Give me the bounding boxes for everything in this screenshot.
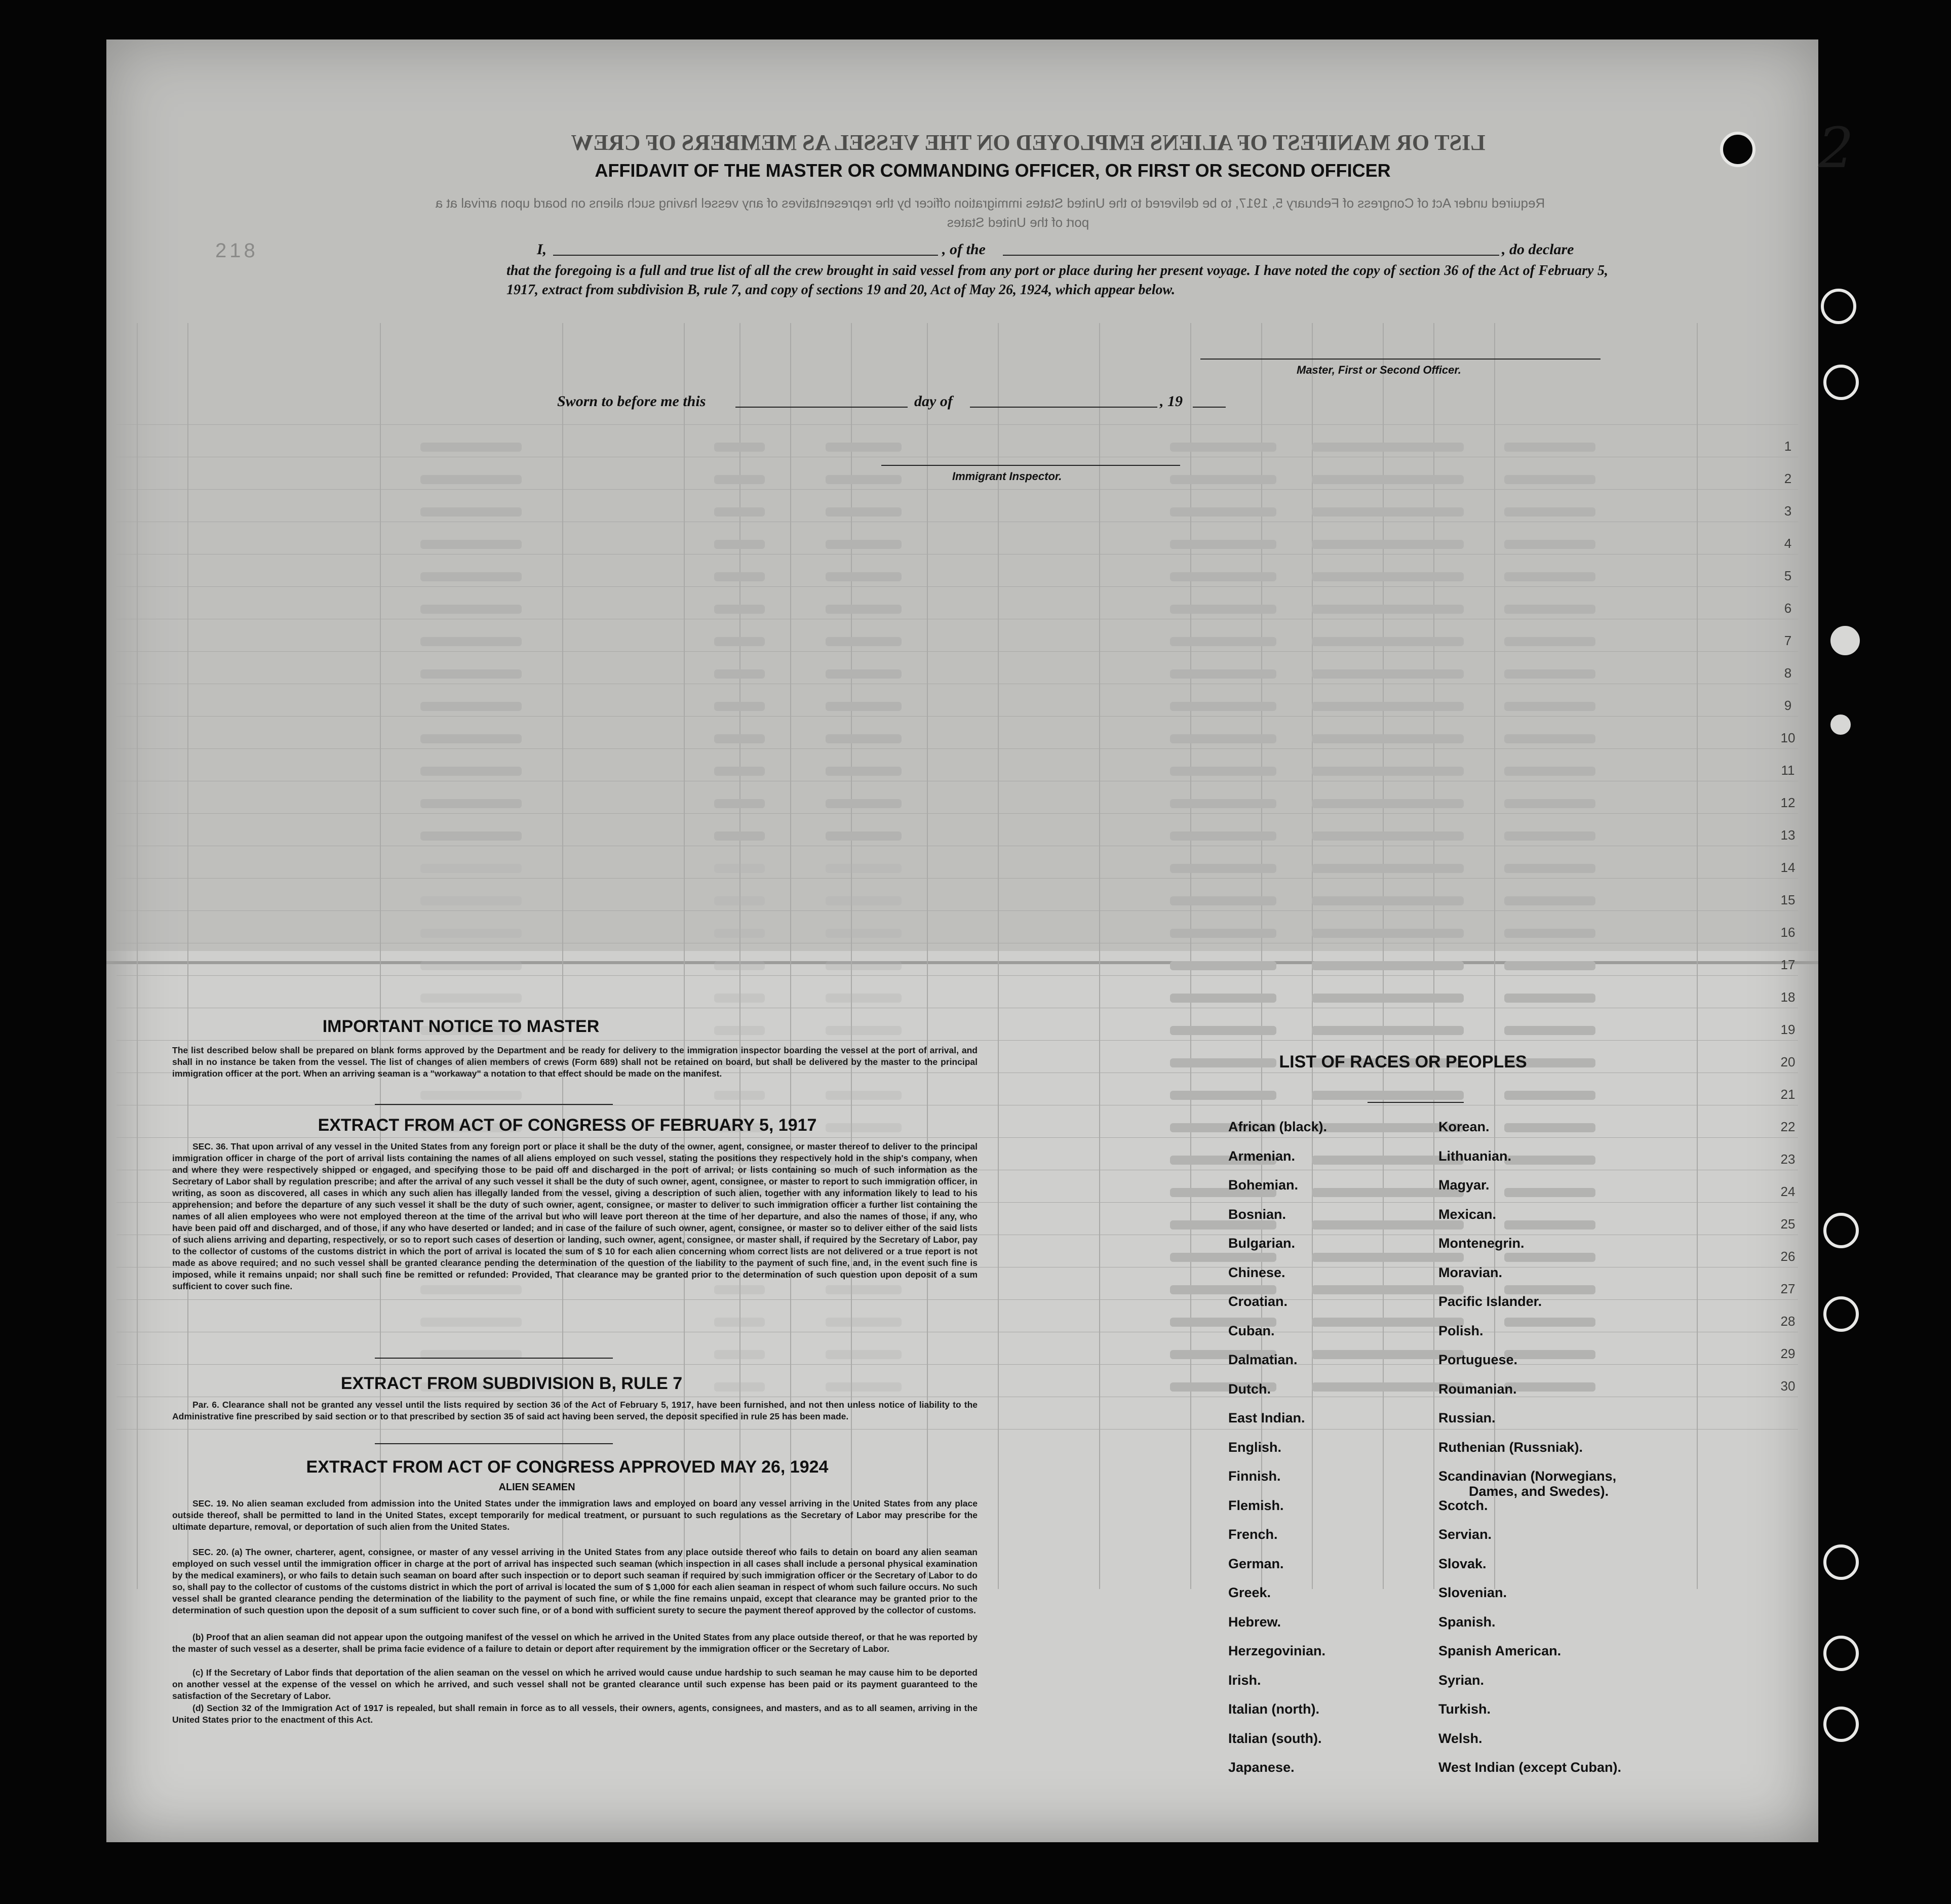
races-title: LIST OF RACES OR PEOPLES bbox=[1279, 1052, 1527, 1072]
ghost-cell bbox=[420, 443, 522, 452]
ghost-cell bbox=[1312, 1285, 1464, 1294]
ghost-cell bbox=[1170, 443, 1276, 452]
ghost-cell bbox=[714, 605, 765, 614]
ghost-cell bbox=[714, 734, 765, 743]
ghost-cell bbox=[1312, 799, 1464, 808]
ghost-cell bbox=[420, 702, 522, 711]
notice-body: The list described below shall be prepared on blank forms approved by the Department and be ready for delivery to the immigration inspector boarding the vessel at the port of arrival, and shall in no instance be taken from the vessel. The list of changes of alien members of crews (Form 689) shall not be retained on board, but shall be delivered by the master to the principal immigration officer at the port. When an arriving seaman is a "workaway" a notation to that effect should be made on the manifest. bbox=[172, 1045, 978, 1079]
race-entry: Syrian. bbox=[1438, 1672, 1485, 1688]
race-entry: Pacific Islander. bbox=[1438, 1294, 1542, 1309]
ghost-grid-column bbox=[1697, 323, 1698, 1589]
ghost-cell bbox=[420, 929, 522, 938]
ghost-grid-column bbox=[998, 323, 999, 1589]
ghost-cell bbox=[1170, 669, 1276, 679]
punch-hole-10 bbox=[1827, 711, 1854, 738]
ghost-cell bbox=[714, 637, 765, 646]
ghost-row-number: 15 bbox=[1780, 892, 1796, 907]
race-entry: Flemish. bbox=[1228, 1497, 1284, 1513]
ghost-cell bbox=[1504, 669, 1595, 679]
ghost-row-number: 20 bbox=[1780, 1054, 1796, 1069]
punch-hole-2 bbox=[1821, 289, 1856, 324]
ghost-cell bbox=[1312, 864, 1464, 873]
ghost-cell bbox=[420, 1318, 522, 1327]
race-entry: Armenian. bbox=[1228, 1148, 1296, 1164]
race-entry: Bohemian. bbox=[1228, 1177, 1299, 1193]
ghost-cell bbox=[1170, 1285, 1276, 1294]
ghost-cell bbox=[1170, 702, 1276, 711]
race-entry: English. bbox=[1228, 1439, 1282, 1455]
ghost-cell bbox=[420, 734, 522, 743]
ghost-cell bbox=[826, 507, 902, 517]
ghost-cell bbox=[1504, 1253, 1595, 1262]
race-entry: Japanese. bbox=[1228, 1760, 1295, 1775]
ghost-cell bbox=[826, 1382, 902, 1392]
ghost-cell bbox=[1170, 994, 1276, 1003]
notice-divider bbox=[375, 1104, 613, 1105]
ghost-cell bbox=[1170, 896, 1276, 905]
requirement-line-1: Required under Act of Congress of February 5, 1917, to be delivered to the United States immigration officer by the representatives of any vessel having such aliens on board upon arrival at a bbox=[435, 195, 1545, 211]
ghost-cell bbox=[826, 637, 902, 646]
ghost-cell bbox=[1312, 1026, 1464, 1035]
ghost-cell bbox=[714, 507, 765, 517]
ghost-row-number: 21 bbox=[1780, 1087, 1796, 1102]
ghost-grid-row-line bbox=[116, 975, 1798, 976]
ghost-cell bbox=[714, 1026, 765, 1035]
ghost-cell bbox=[714, 961, 765, 970]
race-entry: Turkish. bbox=[1438, 1701, 1491, 1717]
sworn-day-label: day of bbox=[914, 393, 953, 410]
sworn-year-label: , 19 bbox=[1160, 393, 1183, 410]
ghost-cell bbox=[1170, 1253, 1276, 1262]
race-entry: Chinese. bbox=[1228, 1264, 1285, 1280]
ghost-row-number: 28 bbox=[1780, 1314, 1796, 1329]
ghost-row-number: 27 bbox=[1780, 1281, 1796, 1296]
ghost-cell bbox=[1312, 994, 1464, 1003]
ghost-cell bbox=[826, 767, 902, 776]
ghost-cell bbox=[1504, 799, 1595, 808]
race-entry: Finnish. bbox=[1228, 1469, 1281, 1484]
ghost-row-number: 3 bbox=[1784, 503, 1792, 519]
ghost-cell bbox=[826, 896, 902, 905]
ghost-cell bbox=[420, 994, 522, 1003]
notice-title: IMPORTANT NOTICE TO MASTER bbox=[322, 1017, 600, 1036]
ghost-cell bbox=[1504, 572, 1595, 581]
ghost-cell bbox=[1504, 1318, 1595, 1327]
ghost-row-number: 13 bbox=[1780, 827, 1796, 843]
sworn-month-line bbox=[970, 407, 1157, 408]
ghost-cell bbox=[826, 831, 902, 841]
ghost-cell bbox=[1170, 929, 1276, 938]
race-entry: Portuguese. bbox=[1438, 1352, 1518, 1367]
ghost-cell bbox=[826, 702, 902, 711]
race-entry: Magyar. bbox=[1438, 1177, 1490, 1193]
ghost-cell bbox=[1312, 896, 1464, 905]
ghost-cell bbox=[1312, 605, 1464, 614]
sheet-number: 218 bbox=[215, 240, 258, 262]
ghost-row-number: 25 bbox=[1780, 1216, 1796, 1232]
ghost-cell bbox=[826, 929, 902, 938]
ghost-cell bbox=[1312, 1253, 1464, 1262]
race-entry: Lithuanian. bbox=[1438, 1148, 1511, 1164]
punch-hole-1 bbox=[1720, 132, 1755, 167]
ghost-cell bbox=[1312, 831, 1464, 841]
race-entry: Greek. bbox=[1228, 1585, 1271, 1600]
ghost-cell bbox=[826, 605, 902, 614]
ghost-cell bbox=[1170, 1091, 1276, 1100]
ghost-cell bbox=[1504, 1026, 1595, 1035]
ghost-grid-row-line bbox=[116, 489, 1798, 490]
ghost-cell bbox=[714, 475, 765, 484]
ghost-cell bbox=[1504, 475, 1595, 484]
ghost-cell bbox=[420, 896, 522, 905]
ghost-cell bbox=[826, 669, 902, 679]
ghost-cell bbox=[1504, 637, 1595, 646]
ghost-cell bbox=[1312, 443, 1464, 452]
race-entry: Dames, and Swedes). bbox=[1469, 1484, 1609, 1499]
ghost-cell bbox=[1504, 443, 1595, 452]
race-entry: Croatian. bbox=[1228, 1294, 1288, 1309]
race-entry: Russian. bbox=[1438, 1410, 1496, 1425]
ghost-cell bbox=[1170, 540, 1276, 549]
race-entry: Ruthenian (Russniak). bbox=[1438, 1439, 1583, 1455]
inspector-signature-line bbox=[881, 465, 1180, 466]
rule7-title: EXTRACT FROM SUBDIVISION B, RULE 7 bbox=[340, 1374, 683, 1393]
ghost-cell bbox=[1312, 540, 1464, 549]
ghost-row-number: 9 bbox=[1784, 698, 1792, 713]
extract-1917-body: SEC. 36. That upon arrival of any vessel in the United States from any foreign port or place it shall be the duty of the owner, agent, consignee, or master thereof to deliver to the principal immigration officer in charge of the port of arrival lists containing the names of all aliens employed on such vessel, stating the positions they respectively hold in the ship's company, when and where they were respectively shipped or engaged, and specifying those to be paid off and discharged in the port of arrival; or lists containing so much of such information as the Secretary of Labor shall by regulation prescribe; and after the arrival of any such vessel it shall be the duty of such owner, agent, consignee, or master to report to such immigration officer, in writing, as soon as discovered, all cases in which any such alien has illegally landed from the vessel, giving a description of such alien, together with any information likely to lead to his apprehension; and before the departure of any such vessel it shall be the duty of such owner, agent, consignee, or master to deliver to such immigration officer a further list containing the names of all alien employees who were not employed thereon at the time of the arrival but who will leave port thereon at the time of her departure, and also the names of those, if any, who have been paid off and discharged, and of those, if any who have deserted or landed; and in case of the failure of such owner, agent, consignee, or master so to deliver either of the said lists of such aliens arriving and departing, respectively, or so to report such cases of desertion or landing, such owner, agent, consignee, or master shall, if required by the Secretary of Labor, pay to the collector of customs of the customs district in which the port of arrival is located the sum of $ 10 for each alien concerning whom correct lists are not delivered or a true report is not made as above required; and no such vessel shall be granted clearance pending the determination of the question of the liability to the payment of such fine, and, in the event such fine is imposed, while it remains unpaid; nor shall such fine be remitted or refunded: Provided, That clearance may be granted prior to the determination of such question upon deposit of a sum sufficient to cover such fine. bbox=[172, 1141, 978, 1291]
mirrored-form-title: LIST OR MANIFEST OF ALIENS EMPLOYED ON THE VESSEL AS MEMBERS OF CREW bbox=[571, 130, 1486, 155]
ghost-cell bbox=[420, 475, 522, 484]
race-entry: Scotch. bbox=[1438, 1497, 1488, 1513]
ghost-cell bbox=[1504, 1220, 1595, 1229]
race-entry: Hebrew. bbox=[1228, 1614, 1281, 1630]
ghost-cell bbox=[1170, 1058, 1276, 1067]
ghost-cell bbox=[420, 799, 522, 808]
race-entry: German. bbox=[1228, 1556, 1284, 1571]
ghost-cell bbox=[1504, 734, 1595, 743]
master-signature-line bbox=[1200, 359, 1601, 360]
ghost-grid-column bbox=[1099, 323, 1100, 1589]
race-entry: Bulgarian. bbox=[1228, 1236, 1296, 1251]
ghost-cell bbox=[1504, 1188, 1595, 1197]
punch-hole-5 bbox=[1823, 1296, 1859, 1332]
ghost-cell bbox=[420, 1091, 522, 1100]
ghost-row-number: 4 bbox=[1784, 536, 1792, 551]
ghost-cell bbox=[1504, 1285, 1595, 1294]
race-entry: Dutch. bbox=[1228, 1381, 1271, 1397]
ghost-cell bbox=[1170, 864, 1276, 873]
ghost-cell bbox=[420, 605, 522, 614]
ghost-row-number: 24 bbox=[1780, 1184, 1796, 1199]
ghost-row-number: 23 bbox=[1780, 1152, 1796, 1167]
ghost-grid-row-line bbox=[116, 910, 1798, 911]
ghost-cell bbox=[420, 507, 522, 517]
ghost-cell bbox=[1170, 572, 1276, 581]
ghost-row-number: 29 bbox=[1780, 1346, 1796, 1361]
extract-1924-sec20d: (d) Section 32 of the Immigration Act of 1917 is repealed, but shall remain in force as to all vessels, their owners, agents, consignees, and masters, and as to all seamen, arriving in the United States prior to the enactment of this Act. bbox=[172, 1703, 978, 1725]
race-entry: Servian. bbox=[1438, 1527, 1492, 1542]
punch-hole-7 bbox=[1823, 1636, 1859, 1671]
ghost-grid-row-line bbox=[116, 1364, 1798, 1365]
ghost-grid-row-line bbox=[116, 1299, 1798, 1300]
ghost-cell bbox=[714, 767, 765, 776]
ghost-cell bbox=[714, 799, 765, 808]
ghost-cell bbox=[714, 443, 765, 452]
extract-1924-sec19: SEC. 19. No alien seaman excluded from admission into the United States under the immigration laws and employed on board any vessel arriving in the United States from any place outside thereof, shall be permitted to land in the United States, except temporarily for medical treatment, or pursuant to such regulations as the Secretary of Labor may prescribe for the ultimate departure, removal, or deportation of such alien from the United States. bbox=[172, 1498, 978, 1532]
ghost-cell bbox=[420, 572, 522, 581]
ghost-cell bbox=[826, 443, 902, 452]
ghost-cell bbox=[714, 864, 765, 873]
race-entry: West Indian (except Cuban). bbox=[1438, 1760, 1622, 1775]
affidavit-title: AFFIDAVIT OF THE MASTER OR COMMANDING OFFICER, OR FIRST OR SECOND OFFICER bbox=[595, 160, 1391, 181]
race-entry: African (black). bbox=[1228, 1119, 1328, 1134]
extract-1924-subtitle: ALIEN SEAMEN bbox=[498, 1482, 575, 1493]
ghost-grid-row-line bbox=[116, 878, 1798, 879]
ghost-cell bbox=[826, 864, 902, 873]
rule7-divider bbox=[375, 1443, 613, 1444]
ghost-cell bbox=[420, 864, 522, 873]
ghost-cell bbox=[1504, 831, 1595, 841]
ghost-row-number: 19 bbox=[1780, 1022, 1796, 1037]
ghost-grid-row-line bbox=[116, 1137, 1798, 1138]
ghost-cell bbox=[1170, 799, 1276, 808]
race-entry: Herzegovinian. bbox=[1228, 1643, 1326, 1658]
race-entry: Mexican. bbox=[1438, 1206, 1497, 1222]
ghost-cell bbox=[420, 669, 522, 679]
extract-1924-sec20b: (b) Proof that an alien seaman did not appear upon the outgoing manifest of the vessel on which he arrived in the United States from any place outside thereof, or that he was reported by the master of such vessel as a deserter, shall be prima facie evidence of a failure to detain or deport after requirement by the immigration officer or the Secretary of Labor. bbox=[172, 1632, 978, 1654]
ghost-cell bbox=[1312, 507, 1464, 517]
race-entry: Spanish. bbox=[1438, 1614, 1496, 1630]
sworn-day-line bbox=[735, 407, 908, 408]
ghost-row-number: 14 bbox=[1780, 860, 1796, 875]
ghost-cell bbox=[420, 767, 522, 776]
extract-1924-title: EXTRACT FROM ACT OF CONGRESS APPROVED MAY 26, 1924 bbox=[306, 1457, 829, 1477]
race-entry: Italian (south). bbox=[1228, 1730, 1322, 1746]
affidavit-of-the-label: , of the bbox=[942, 241, 986, 258]
ghost-cell bbox=[826, 1026, 902, 1035]
ghost-cell bbox=[1312, 475, 1464, 484]
ghost-cell bbox=[714, 929, 765, 938]
ghost-cell bbox=[826, 1318, 902, 1327]
extract-1917-divider bbox=[375, 1358, 613, 1359]
races-underline bbox=[1368, 1102, 1464, 1103]
race-entry: French. bbox=[1228, 1527, 1278, 1542]
sworn-prefix: Sworn to before me this bbox=[557, 393, 706, 410]
ghost-cell bbox=[1504, 540, 1595, 549]
ghost-grid-row-line bbox=[116, 424, 1798, 425]
ghost-cell bbox=[1170, 475, 1276, 484]
ghost-row-number: 6 bbox=[1784, 601, 1792, 616]
ghost-cell bbox=[714, 1350, 765, 1359]
ghost-cell bbox=[1312, 734, 1464, 743]
race-entry: Welsh. bbox=[1438, 1730, 1482, 1746]
race-entry: Roumanian. bbox=[1438, 1381, 1517, 1397]
ghost-grid-row-line bbox=[116, 748, 1798, 749]
ghost-cell bbox=[1170, 734, 1276, 743]
ghost-row-number: 10 bbox=[1780, 730, 1796, 745]
ghost-cell bbox=[1170, 767, 1276, 776]
ghost-row-number: 2 bbox=[1784, 471, 1792, 486]
ghost-row-number: 5 bbox=[1784, 568, 1792, 583]
ghost-cell bbox=[1504, 961, 1595, 970]
ghost-cell bbox=[1312, 767, 1464, 776]
ghost-cell bbox=[1312, 929, 1464, 938]
ghost-cell bbox=[714, 1318, 765, 1327]
ghost-cell bbox=[826, 1091, 902, 1100]
ghost-cell bbox=[1504, 1091, 1595, 1100]
ghost-row-number: 16 bbox=[1780, 925, 1796, 940]
ghost-cell bbox=[420, 831, 522, 841]
ghost-row-number: 26 bbox=[1780, 1249, 1796, 1264]
affidavit-name-line bbox=[553, 255, 938, 256]
ghost-cell bbox=[826, 961, 902, 970]
ghost-cell bbox=[420, 540, 522, 549]
ghost-cell bbox=[1504, 896, 1595, 905]
ghost-cell bbox=[1170, 605, 1276, 614]
affidavit-vessel-line bbox=[1003, 255, 1499, 256]
ghost-cell bbox=[1504, 994, 1595, 1003]
ghost-row-number: 17 bbox=[1780, 957, 1796, 972]
ghost-cell bbox=[1504, 605, 1595, 614]
ghost-cell bbox=[1170, 961, 1276, 970]
ghost-row-number: 11 bbox=[1781, 763, 1795, 778]
ghost-cell bbox=[420, 637, 522, 646]
ghost-grid-row-line bbox=[116, 651, 1798, 652]
ghost-cell bbox=[1170, 831, 1276, 841]
ghost-cell bbox=[1504, 1382, 1595, 1392]
ghost-cell bbox=[420, 961, 522, 970]
ghost-row-number: 30 bbox=[1780, 1378, 1796, 1394]
race-entry: Dalmatian. bbox=[1228, 1352, 1298, 1367]
ghost-cell bbox=[1170, 637, 1276, 646]
ghost-cell bbox=[1504, 702, 1595, 711]
extract-1924-sec20c: (c) If the Secretary of Labor finds that deportation of the alien seaman on the vessel on which he arrived would cause undue hardship to such seaman he may cause him to be deported on another vessel at the expense of the vessel on which he arrived, and such vessel shall not be granted clearance until such expense has been paid or its payment guaranteed to the satisfaction of the Secretary of Labor. bbox=[172, 1668, 978, 1701]
ghost-grid-row-line bbox=[116, 716, 1798, 717]
ghost-cell bbox=[714, 540, 765, 549]
manifest-sheet bbox=[106, 39, 1854, 1842]
ghost-cell bbox=[826, 799, 902, 808]
rule7-body: Par. 6. Clearance shall not be granted any vessel until the lists required by section 36 of the Act of February 5, 1917, have been furnished, and not then unless notice of liability to the Administrative fine prescribed by said section or to that prescribed by section 35 of said act having been served, the deposit specified in rule 25 has been made. bbox=[172, 1400, 978, 1421]
ghost-cell bbox=[1504, 929, 1595, 938]
ghost-row-number: 22 bbox=[1780, 1119, 1796, 1134]
requirement-line-2: port of the United States bbox=[947, 215, 1089, 230]
ghost-cell bbox=[714, 572, 765, 581]
master-signature-caption: Master, First or Second Officer. bbox=[1297, 364, 1461, 376]
inspector-caption: Immigrant Inspector. bbox=[952, 470, 1062, 483]
ghost-row-number: 12 bbox=[1780, 795, 1796, 810]
race-entry: Bosnian. bbox=[1228, 1206, 1286, 1222]
race-entry: Korean. bbox=[1438, 1119, 1490, 1134]
ghost-grid-column bbox=[137, 323, 138, 1589]
race-entry: Scandinavian (Norwegians, bbox=[1438, 1469, 1617, 1484]
sworn-year-line bbox=[1193, 407, 1226, 408]
ghost-cell bbox=[714, 1091, 765, 1100]
ghost-cell bbox=[826, 734, 902, 743]
extract-1917-title: EXTRACT FROM ACT OF CONGRESS OF FEBRUARY 5, 1917 bbox=[318, 1116, 817, 1135]
punch-hole-4 bbox=[1823, 1213, 1859, 1248]
affidavit-i-label: I, bbox=[537, 241, 547, 258]
race-entry: Montenegrin. bbox=[1438, 1236, 1525, 1251]
ghost-cell bbox=[1504, 507, 1595, 517]
race-entry: Slovak. bbox=[1438, 1556, 1487, 1571]
ghost-cell bbox=[714, 702, 765, 711]
race-entry: Moravian. bbox=[1438, 1264, 1503, 1280]
ghost-cell bbox=[1312, 572, 1464, 581]
ghost-cell bbox=[1504, 1350, 1595, 1359]
ghost-cell bbox=[714, 994, 765, 1003]
ghost-grid-row-line bbox=[116, 586, 1798, 587]
affidavit-paragraph: that the foregoing is a full and true list of all the crew brought in said vessel from any port or place during her present voyage. I have noted the copy of section 36 of the Act of February 5, 1917, extract from subdivision B, rule 7, and copy of sections 19 and 20, Act of May 26, 1924, which appear below. bbox=[506, 263, 1608, 298]
ghost-row-number: 18 bbox=[1780, 989, 1796, 1005]
race-entry: East Indian. bbox=[1228, 1410, 1305, 1425]
ghost-cell bbox=[1312, 669, 1464, 679]
race-entry: Cuban. bbox=[1228, 1323, 1275, 1338]
ghost-cell bbox=[826, 540, 902, 549]
ghost-cell bbox=[826, 1350, 902, 1359]
ghost-cell bbox=[826, 994, 902, 1003]
ghost-cell bbox=[714, 896, 765, 905]
ghost-cell bbox=[1312, 702, 1464, 711]
ghost-cell bbox=[826, 475, 902, 484]
punch-hole-3 bbox=[1823, 365, 1859, 400]
ghost-cell bbox=[1504, 1156, 1595, 1165]
ghost-cell bbox=[714, 669, 765, 679]
race-entry: Italian (north). bbox=[1228, 1701, 1319, 1717]
extract-1924-sec20a: SEC. 20. (a) The owner, charterer, agent, consignee, or master of any vessel arriving in the United States from any place outside thereof who fails to detain on board any alien seaman employed on such vessel until the immigration officer in charge at the port of arrival has inspected such seaman (which inspection in all cases shall include a personal physical examination by the medical examiners), or who fails to detain such seaman on board after such inspection or to deport such seaman if required by such immigration officer or the Secretary of Labor to do so, shall pay to the collector of customs of the customs district in which the port of arrival is located the sum of $ 1,000 for each alien seaman in respect of whom such failure occurs. No such vessel shall be granted clearance pending the determination of the liability to the payment of such fine, or while the fine remains unpaid, except that clearance may be granted prior to the determination of such question upon the deposit of a sum sufficient to cover such fine, or of a bond with sufficient surety to secure the payment thereof approved by the collector of customs. bbox=[172, 1547, 978, 1615]
ghost-cell bbox=[714, 831, 765, 841]
ghost-row-number: 1 bbox=[1784, 439, 1792, 454]
ghost-grid-row-line bbox=[116, 1040, 1798, 1041]
punch-hole-9 bbox=[1827, 623, 1863, 658]
race-entry: Polish. bbox=[1438, 1323, 1484, 1338]
ghost-cell bbox=[826, 572, 902, 581]
ghost-cell bbox=[1312, 637, 1464, 646]
ghost-cell bbox=[1312, 961, 1464, 970]
ghost-cell bbox=[1504, 1123, 1595, 1132]
ghost-cell bbox=[1504, 864, 1595, 873]
ghost-cell bbox=[1312, 1091, 1464, 1100]
ghost-grid-row-line bbox=[116, 813, 1798, 814]
ghost-cell bbox=[1170, 1026, 1276, 1035]
ghost-grid-column bbox=[1494, 323, 1495, 1589]
race-entry: Spanish American. bbox=[1438, 1643, 1562, 1658]
race-entry: Slovenian. bbox=[1438, 1585, 1507, 1600]
affidavit-do-declare-label: , do declare bbox=[1502, 241, 1574, 258]
ghost-row-number: 7 bbox=[1784, 633, 1792, 648]
ghost-grid-row-line bbox=[116, 1429, 1798, 1430]
punch-hole-6 bbox=[1823, 1544, 1859, 1580]
race-entry: Irish. bbox=[1228, 1672, 1261, 1688]
ghost-cell bbox=[1504, 767, 1595, 776]
ghost-cell bbox=[1170, 507, 1276, 517]
corner-handwritten-mark: 2 bbox=[1818, 115, 1854, 180]
ghost-row-number: 8 bbox=[1784, 665, 1792, 681]
punch-hole-8 bbox=[1823, 1707, 1859, 1742]
